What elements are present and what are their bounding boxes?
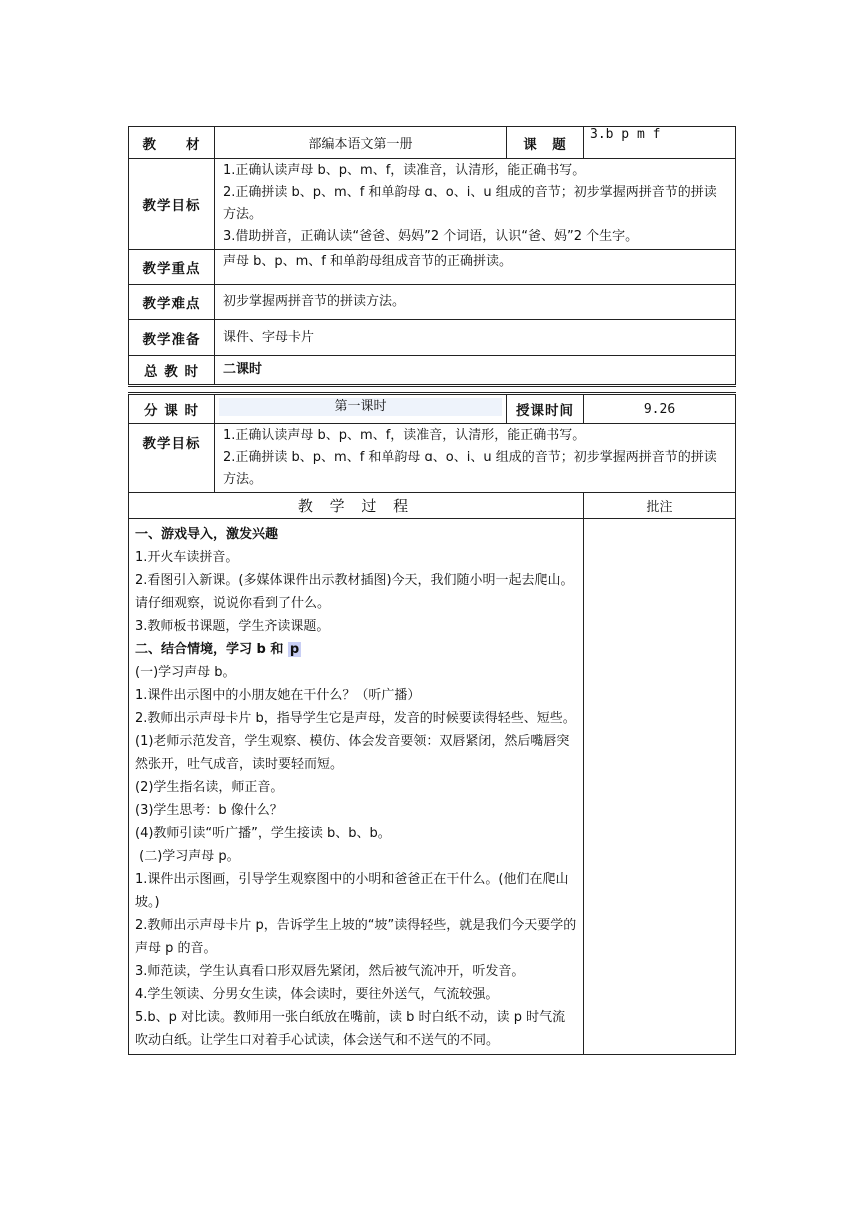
subsection-2-item: 3.师范读，学生认真看口形双唇先紧闭，然后被气流冲开，听发音。 <box>135 964 525 979</box>
subsection-1-item: 2.教师出示声母卡片 b，指导学生它是声母，发音的时候要读得轻些、短些。 <box>135 711 576 726</box>
period-goal-item: 1.正确认读声母 b、p、m、f，读准音，认清形，能正确书写。 <box>223 428 586 443</box>
section-1-item: 3.教师板书课题，学生齐读课题。 <box>135 619 330 634</box>
goal-item: 1.正确认读声母 b、p、m、f，读准音，认清形，能正确书写。 <box>223 163 586 178</box>
lesson-plan-table <box>128 126 736 1055</box>
difficulty-label: 教学难点 <box>129 285 215 320</box>
notes-cell <box>584 519 736 1055</box>
double-divider <box>129 386 736 394</box>
subsection-1-item: (2)学生指名读，师正音。 <box>135 780 284 795</box>
difficulty-row <box>129 285 736 320</box>
lesson-plan-document <box>128 126 735 1055</box>
notes-header: 批注 <box>584 493 736 519</box>
period-value-cell <box>215 394 507 424</box>
key-point-label: 教学重点 <box>129 250 215 285</box>
lesson-label: 课 题 <box>507 127 584 159</box>
section-2-title-text: 二、结合情境，学习 b 和 <box>135 642 284 657</box>
section-1-title: 一、游戏导入，激发兴趣 <box>135 527 279 542</box>
subsection-1-title: (一)学习声母 b。 <box>135 665 236 680</box>
process-content-row <box>129 519 736 1055</box>
highlighted-letter: p <box>289 642 300 657</box>
key-point-row <box>129 250 736 285</box>
section-1-item: 1.开火车读拼音。 <box>135 550 239 565</box>
subsection-2-item: 2.教师出示声母卡片 p，告诉学生上坡的“坡”读得轻些，就是我们今天要学的声母 p 的音。 <box>135 918 577 956</box>
period-value: 第一课时 <box>219 398 502 416</box>
subsection-2-title: (二)学习声母 p。 <box>135 849 240 864</box>
subsection-1-item: (1)老师示范发音，学生观察、模仿、体会发音要领：双唇紧闭，然后嘴唇突然张开，吐气成音，读时要轻而短。 <box>135 734 570 772</box>
period-goals-label: 教学目标 <box>129 424 215 493</box>
period-label: 分 课 时 <box>129 394 215 424</box>
period-row <box>129 394 736 424</box>
period-goals-cell <box>215 424 736 493</box>
lesson-value: 3.b p m f <box>584 127 736 159</box>
teaching-time-label: 授课时间 <box>507 394 584 424</box>
goal-item: 2.正确拼读 b、p、m、f 和单韵母 ɑ、o、i、u 组成的音节；初步掌握两拼音节的拼读方法。 <box>223 185 717 222</box>
section-1-item: 2.看图引入新课。(多媒体课件出示教材插图)今天，我们随小明一起去爬山。请仔细观察，说说你看到了什么。 <box>135 573 574 611</box>
subsection-2-item: 4.学生领读、分男女生读，体会读时，要往外送气，气流较强。 <box>135 987 499 1002</box>
textbook-value: 部编本语文第一册 <box>215 127 507 159</box>
process-content <box>129 519 584 1055</box>
preparation-value: 课件、字母卡片 <box>215 320 736 356</box>
preparation-label: 教学准备 <box>129 320 215 356</box>
period-goal-item: 2.正确拼读 b、p、m、f 和单韵母 ɑ、o、i、u 组成的音节；初步掌握两拼音节的拼读方法。 <box>223 450 717 487</box>
goals-cell <box>215 159 736 250</box>
process-header: 教 学 过 程 <box>129 493 584 519</box>
difficulty-value: 初步掌握两拼音节的拼读方法。 <box>215 285 736 320</box>
total-hours-value: 二课时 <box>215 356 736 386</box>
teaching-time-value: 9.26 <box>584 394 736 424</box>
section-2-title <box>135 638 577 661</box>
textbook-label: 教 材 <box>129 127 215 159</box>
textbook-row <box>129 127 736 159</box>
goals-row <box>129 159 736 250</box>
total-hours-row <box>129 356 736 386</box>
subsection-2-item: 5.b、p 对比读。教师用一张白纸放在嘴前，读 b 时白纸不动，读 p 时气流吹动白纸。让学生口对着手心试读，体会送气和不送气的不同。 <box>135 1010 566 1048</box>
goals-label: 教学目标 <box>129 159 215 250</box>
subsection-1-item: (4)教师引读“听广播”，学生接读 b、b、b。 <box>135 826 391 841</box>
preparation-row <box>129 320 736 356</box>
total-hours-label: 总 教 时 <box>129 356 215 386</box>
process-header-row <box>129 493 736 519</box>
subsection-2-item: 1.课件出示图画，引导学生观察图中的小明和爸爸正在干什么。(他们在爬山坡。) <box>135 872 569 910</box>
subsection-1-item: (3)学生思考：b 像什么？ <box>135 803 283 818</box>
key-point-value: 声母 b、p、m、f 和单韵母组成音节的正确拼读。 <box>215 250 736 285</box>
period-goals-row <box>129 424 736 493</box>
subsection-1-item: 1.课件出示图中的小朋友她在干什么？（听广播） <box>135 688 421 703</box>
goal-item: 3.借助拼音，正确认读“爸爸、妈妈”2 个词语，认识“爸、妈”2 个生字。 <box>223 229 639 244</box>
